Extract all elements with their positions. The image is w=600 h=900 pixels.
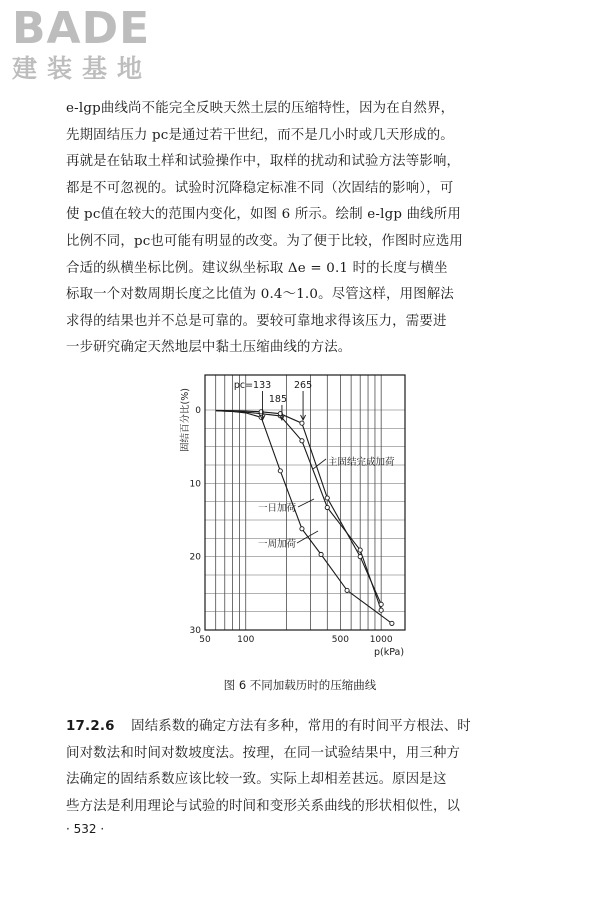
y-tick-label: 0: [195, 406, 201, 416]
body-line: 使 pc值在较大的范围内变化，如图 6 所示。绘制 e-lgp 曲线所用: [66, 207, 461, 223]
section-number: 17.2.6: [66, 719, 115, 734]
body-line: 一步研究确定天然地层中黏土压缩曲线的方法。: [66, 340, 352, 356]
y-axis-label: 固结百分比(%): [180, 388, 191, 452]
pc-label-133: pc=133: [233, 380, 272, 391]
body-paragraph: [66, 96, 526, 362]
week-curve-point: [358, 548, 362, 552]
page-number: · 532 ·: [66, 822, 105, 836]
section-line: 固结系数的确定方法有多种，常用的有时间平方根法、时: [131, 719, 471, 734]
pc-label-185: 185: [268, 394, 288, 405]
day-curve-point: [390, 621, 394, 625]
logo-subtitle: 建装基地: [12, 54, 153, 83]
logo-word: BADE: [12, 3, 151, 54]
section-17-2-6: [66, 714, 526, 820]
pc-label-265: 265: [293, 380, 313, 391]
y-tick-label: 10: [189, 479, 201, 490]
week-curve-point: [379, 608, 383, 612]
annotation-primary: 主固结完成加荷: [328, 457, 395, 468]
day-curve-point: [345, 588, 349, 592]
y-tick-label: 30: [189, 626, 201, 636]
primary-curve-point: [325, 496, 329, 500]
chart-axes: [179, 375, 405, 658]
section-line: 些方法是利用理论与试验的时间和变形关系曲线的形状相似性，以: [66, 798, 461, 814]
x-tick-label: 1000: [369, 635, 393, 645]
compression-curve-figure: [180, 365, 420, 665]
section-first-line: [66, 714, 526, 741]
x-tick-label: 500: [331, 635, 349, 645]
body-line: 比例不同，pc也可能有明显的改变。为了便于比较，作图时应选用: [66, 233, 464, 249]
body-line: 再就是在钻取土样和试验操作中，取样的扰动和试验方法等影响，: [66, 154, 461, 170]
logo: [12, 3, 192, 84]
day-curve-point: [319, 552, 323, 556]
section-line: 法确定的固结系数应该比较一致。实际上却相差甚远。原因是这: [66, 772, 447, 788]
curve-1: [216, 411, 382, 611]
body-line: 先期固结压力 pc是通过若干世纪，而不是几小时或几天形成的。: [66, 127, 454, 143]
x-axis-label: p(kPa): [373, 647, 405, 658]
primary-curve-point: [300, 421, 304, 425]
body-line: 都是不可忽视的。试验时沉降稳定标准不同（次固结的影响），可: [66, 180, 454, 196]
day-curve-point: [300, 527, 304, 531]
primary-curve-point: [358, 555, 362, 559]
body-line: 合适的纵横坐标比例。建议纵坐标取 Δe = 0.1 时的长度与横坐: [66, 260, 448, 276]
section-line: 间对数法和时间对数坡度法。按理，在同一试验结果中，用三种方: [66, 745, 461, 761]
leader-day: [298, 499, 314, 507]
curve-0: [216, 411, 392, 624]
x-tick-label: 100: [237, 635, 255, 645]
primary-curve-point: [379, 602, 383, 606]
week-curve-point: [325, 505, 329, 509]
day-curve-point: [278, 469, 282, 473]
y-tick-label: 20: [189, 552, 201, 563]
annotation-week: 一周加荷: [258, 539, 297, 550]
compression-chart: [180, 365, 420, 665]
figure-caption: 图 6 不同加载历时的压缩曲线: [223, 678, 377, 692]
leader-week: [297, 531, 318, 543]
body-line: 求得的结果也并不总是可靠的。要较可靠地求得该压力，需要进: [66, 313, 447, 329]
annotation-day: 一日加荷: [258, 503, 297, 514]
body-line: 标取一个对数周期长度之比值为 0.4～1.0。尽管这样，用图解法: [66, 287, 455, 303]
x-tick-label: 50: [199, 635, 211, 645]
body-line: e-lgp曲线尚不能完全反映天然土层的压缩特性，因为在自然界，: [66, 101, 455, 116]
week-curve-point: [300, 439, 304, 443]
